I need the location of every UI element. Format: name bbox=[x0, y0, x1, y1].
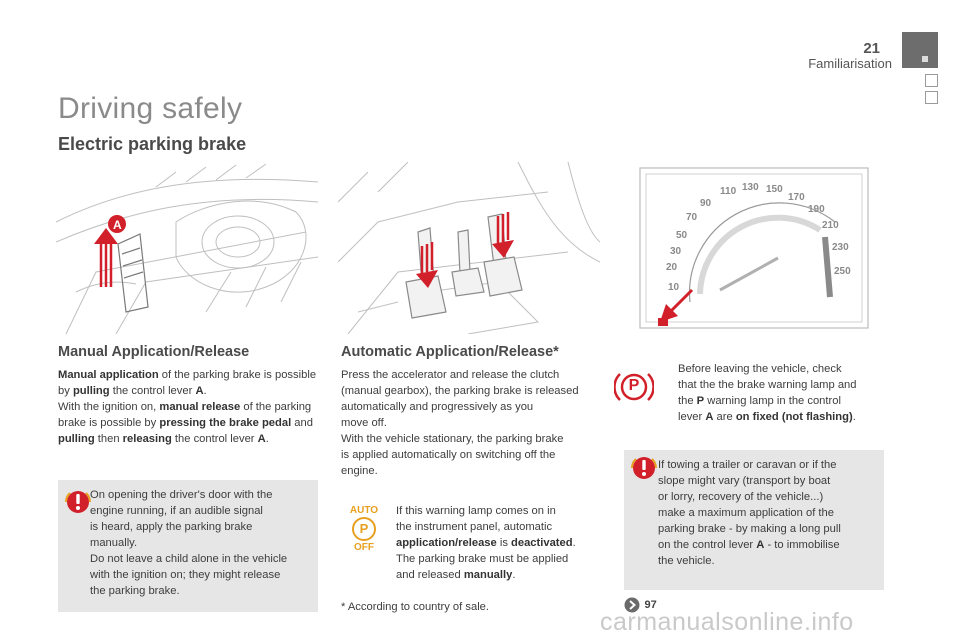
door-warning-line: engine running, if an audible signal bbox=[90, 505, 263, 517]
automatic-heading: Automatic Application/Release* bbox=[341, 344, 559, 360]
towing-warning-line: or lorry, recovery of the vehicle...) bbox=[658, 491, 824, 503]
towing-warning-box bbox=[624, 450, 884, 590]
speedo-tick: 30 bbox=[670, 246, 682, 257]
speedo-tick: 150 bbox=[766, 184, 783, 195]
before-leaving-paragraph: Before leaving the vehicle, check that the the brake warning lamp and the P warning lamp in the control lever A are on fixed (not flashing). bbox=[678, 363, 857, 423]
page-reference-number: 97 bbox=[644, 598, 657, 611]
speedometer-illustration bbox=[620, 162, 884, 334]
towing-warning-line: the vehicle. bbox=[658, 555, 715, 567]
speedo-tick: 110 bbox=[720, 186, 737, 197]
door-warning-line: with the ignition on; they might release bbox=[90, 569, 281, 581]
auto-lamp-paragraph: If this warning lamp comes on in the instrument panel, automatic application/release is deactivated. The parking brake must be applied and released manually. bbox=[396, 505, 576, 581]
automatic-paragraph: Press the accelerator and release the clutch (manual gearbox), the parking brake is released automatically and progressively as you move off. With the vehicle stationary, the parking brake is applied automatically on switching off the engine. bbox=[341, 369, 579, 477]
pedals-drawing bbox=[338, 162, 600, 334]
warning-icon bbox=[630, 454, 658, 482]
towing-warning-line: parking brake - by making a long pull bbox=[658, 523, 841, 535]
page-number: 21 bbox=[863, 40, 880, 57]
footnote: * According to country of sale. bbox=[341, 601, 490, 613]
towing-warning-line: If towing a trailer or caravan or if the bbox=[658, 459, 837, 471]
speedo-tick: 20 bbox=[666, 262, 678, 273]
speedo-tick: 170 bbox=[788, 192, 805, 203]
chapter-tab-box bbox=[925, 91, 938, 104]
pedals-illustration bbox=[338, 162, 600, 334]
speedo-tick: 230 bbox=[832, 242, 849, 253]
door-warning-box bbox=[58, 480, 318, 612]
speedo-tick: 70 bbox=[686, 212, 698, 223]
chapter-tab-box bbox=[925, 74, 938, 87]
section-name: Familiarisation bbox=[808, 56, 892, 71]
chapter-tab bbox=[902, 32, 938, 68]
warning-icon bbox=[64, 488, 92, 516]
speedo-needle bbox=[720, 258, 778, 290]
speedo-tick: 90 bbox=[700, 198, 712, 209]
door-warning-line: On opening the driver's door with the bbox=[90, 489, 273, 501]
door-warning-line: manually. bbox=[90, 537, 138, 549]
door-warning-line: the parking brake. bbox=[90, 585, 180, 597]
speedo-tick: 190 bbox=[808, 204, 825, 215]
auto-p-off-icon: AUTO P OFF bbox=[349, 505, 379, 553]
manual-heading: Manual Application/Release bbox=[58, 344, 250, 360]
console-illustration bbox=[56, 162, 318, 334]
speedo-tick: 10 bbox=[668, 282, 680, 293]
speedometer-drawing bbox=[620, 162, 884, 334]
watermark: carmanualsonline.info bbox=[600, 608, 854, 636]
speedo-tick: 250 bbox=[834, 266, 851, 277]
towing-warning-line: slope might vary (transport by boat bbox=[658, 475, 831, 487]
speedo-tick: 130 bbox=[742, 182, 759, 193]
door-warning-line: is heard, apply the parking brake bbox=[90, 521, 253, 533]
door-warning-line: Do not leave a child alone in the vehicle bbox=[90, 553, 288, 565]
page-title: Driving safely bbox=[58, 92, 243, 125]
brake-p-icon: P bbox=[614, 370, 654, 404]
section-subtitle: Electric parking brake bbox=[58, 134, 247, 154]
speedo-tick: 50 bbox=[676, 230, 688, 241]
brake-lamp-icon bbox=[658, 318, 668, 326]
manual-paragraph: Manual application of the parking brake is possible by pulling the control lever A. With the ignition on, manual release of the parking brake is possible by pressing the brake pedal and pulling then releasing the control lever A. bbox=[58, 369, 317, 445]
console-drawing bbox=[56, 162, 318, 334]
lever-a-label: A bbox=[113, 218, 122, 232]
towing-warning-line: make a maximum application of the bbox=[658, 507, 834, 519]
speedo-tick: 210 bbox=[822, 220, 839, 231]
towing-warning-line: on the control lever A - to immobilise bbox=[658, 539, 840, 551]
